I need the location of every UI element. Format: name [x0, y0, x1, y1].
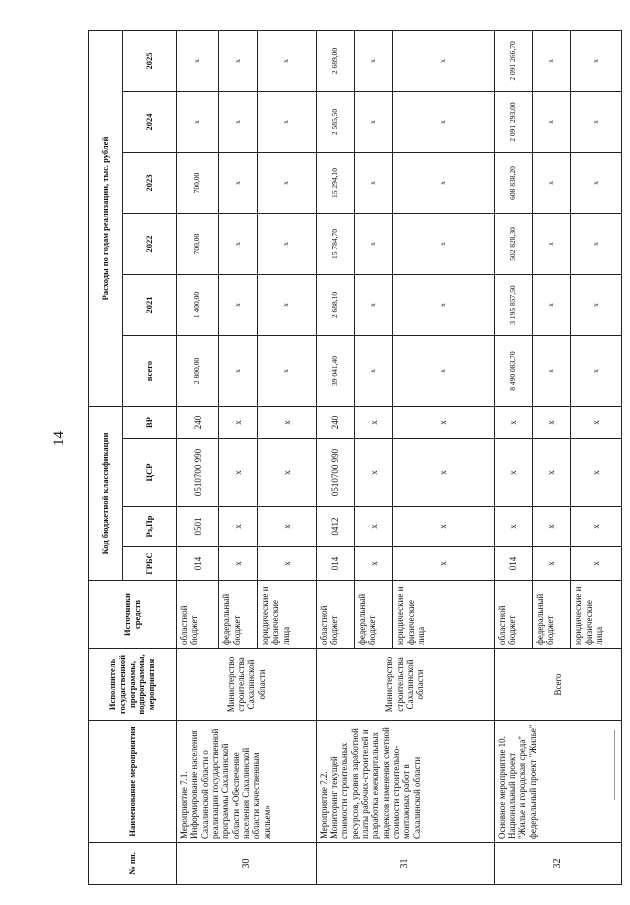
total-cell: х	[393, 336, 494, 407]
executor: Министерство строительства Сахалинской области	[177, 649, 317, 721]
year-2025-cell: х	[354, 30, 392, 91]
total-cell: 39 041,40	[316, 336, 354, 407]
year-2023-cell: х	[532, 153, 570, 214]
rzpr-cell: х	[571, 507, 622, 547]
rzpr-cell: х	[219, 507, 257, 547]
measure-name: Мероприятие 7.2. Мониторинг текущей стоимости строительных ресурсов, уровня заработной платы рабочих-строителей и разработка ежеквартальных индексов изменения сметной стоимости строительно-монтажных работ в Сахалинской области	[316, 721, 494, 843]
grbs-cell: 014	[494, 547, 532, 581]
header-total: всего	[123, 336, 177, 407]
header-year-2022: 2022	[123, 214, 177, 275]
csr-cell: х	[219, 439, 257, 507]
year-2023-cell: х	[219, 153, 257, 214]
rzpr-cell: х	[393, 507, 494, 547]
year-2025-cell: х	[177, 30, 219, 91]
year-2023-cell: 700,00	[177, 153, 219, 214]
vr-cell: х	[393, 407, 494, 439]
year-2025-cell: х	[257, 30, 316, 91]
year-2021-cell: 2 688,10	[316, 275, 354, 336]
vr-cell: х	[532, 407, 570, 439]
year-2022-cell: х	[257, 214, 316, 275]
measure-name: Мероприятие 7.1. Информирование населения Сахалинской области о реализации государственной программы Сахалинской области «Обеспечение населения Сахалинской области качественным жильем»	[177, 721, 317, 843]
header-year-2025: 2025	[123, 30, 177, 91]
year-2021-cell: 1 400,00	[177, 275, 219, 336]
row-number: 31	[316, 843, 494, 885]
rzpr-cell: 0501	[177, 507, 219, 547]
total-cell: х	[354, 336, 392, 407]
measure-name: Основное мероприятие 10. Национальный проект "Жилье и городская среда" федеральный проект "Жилье"	[494, 721, 621, 843]
year-2025-cell: 2 091 266,70	[494, 30, 532, 91]
year-2025-cell: х	[219, 30, 257, 91]
header-name: Наименование мероприятия	[89, 721, 177, 843]
header-executor: Исполнитель госудаственной программы, подпрограммы, мероприятия	[89, 649, 177, 721]
year-2023-cell: х	[393, 153, 494, 214]
year-2021-cell: х	[393, 275, 494, 336]
page-number: 14	[51, 431, 67, 446]
funding-source: областной бюджет	[177, 581, 219, 649]
year-2022-cell: 502 828,30	[494, 214, 532, 275]
rzpr-cell: х	[494, 507, 532, 547]
header-kbk: Код бюджетной классификации	[89, 407, 123, 581]
header-csr: ЦСР	[123, 439, 177, 507]
header-year-2023: 2023	[123, 153, 177, 214]
year-2024-cell: х	[219, 92, 257, 153]
expenses-table	[88, 30, 622, 885]
grbs-cell: х	[219, 547, 257, 581]
year-2023-cell: 608 838,20	[494, 153, 532, 214]
year-2024-cell: х	[257, 92, 316, 153]
year-2022-cell: х	[532, 214, 570, 275]
rzpr-cell: 0412	[316, 507, 354, 547]
funding-source: федеральный бюджет	[354, 581, 392, 649]
vr-cell: х	[257, 407, 316, 439]
year-2024-cell: 2 585,50	[316, 92, 354, 153]
year-2021-cell: х	[532, 275, 570, 336]
total-cell: х	[532, 336, 570, 407]
vr-cell: 240	[316, 407, 354, 439]
year-2024-cell: х	[177, 92, 219, 153]
year-2024-cell: 2 091 293,00	[494, 92, 532, 153]
funding-source: федеральный бюджет	[219, 581, 257, 649]
header-rzpr: Рз,Пр	[123, 507, 177, 547]
total-cell: х	[257, 336, 316, 407]
year-2021-cell: х	[354, 275, 392, 336]
table-row	[494, 30, 532, 884]
year-2023-cell: х	[354, 153, 392, 214]
grbs-cell: х	[532, 547, 570, 581]
header-source: Источники средств	[89, 581, 177, 649]
total-cell: 2 800,00	[177, 336, 219, 407]
year-2022-cell: х	[393, 214, 494, 275]
year-2021-cell: х	[219, 275, 257, 336]
year-2022-cell: х	[219, 214, 257, 275]
funding-source: юридические и физические лица	[571, 581, 622, 649]
year-2024-cell: х	[393, 92, 494, 153]
header-vr: ВР	[123, 407, 177, 439]
row-number: 32	[494, 843, 621, 885]
vr-cell: 240	[177, 407, 219, 439]
header-year-2021: 2021	[123, 275, 177, 336]
year-2023-cell: 15 294,10	[316, 153, 354, 214]
csr-cell: х	[354, 439, 392, 507]
total-cell: х	[571, 336, 622, 407]
grbs-cell: х	[393, 547, 494, 581]
year-2025-cell: х	[532, 30, 570, 91]
rzpr-cell: х	[354, 507, 392, 547]
year-2025-cell: х	[393, 30, 494, 91]
year-2024-cell: х	[354, 92, 392, 153]
year-2025-cell: х	[571, 30, 622, 91]
grbs-cell: х	[354, 547, 392, 581]
year-2022-cell: х	[571, 214, 622, 275]
year-2023-cell: х	[257, 153, 316, 214]
rotated-table-container	[88, 30, 622, 885]
table-row	[316, 30, 354, 884]
vr-cell: х	[219, 407, 257, 439]
year-2021-cell: х	[257, 275, 316, 336]
funding-source: юридические и физические лица	[393, 581, 494, 649]
grbs-cell: х	[571, 547, 622, 581]
year-2023-cell: х	[571, 153, 622, 214]
table-row	[177, 30, 219, 884]
grbs-cell: 014	[316, 547, 354, 581]
grbs-cell: 014	[177, 547, 219, 581]
csr-cell: х	[257, 439, 316, 507]
funding-source: федеральный бюджет	[532, 581, 570, 649]
year-2024-cell: х	[532, 92, 570, 153]
funding-source: юридические и физические лица	[257, 581, 316, 649]
funding-source: областной бюджет	[494, 581, 532, 649]
year-2025-cell: 2 689,00	[316, 30, 354, 91]
year-2021-cell: 3 195 857,50	[494, 275, 532, 336]
executor: Министерство строительства Сахалинской области	[316, 649, 494, 721]
total-cell: х	[219, 336, 257, 407]
vr-cell: х	[571, 407, 622, 439]
funding-source: областной бюджет	[316, 581, 354, 649]
year-2024-cell: х	[571, 92, 622, 153]
year-2022-cell: 700,00	[177, 214, 219, 275]
vr-cell: х	[354, 407, 392, 439]
header-num: № пп.	[89, 843, 177, 885]
csr-cell: х	[393, 439, 494, 507]
vr-cell: х	[494, 407, 532, 439]
grbs-cell: х	[257, 547, 316, 581]
csr-cell: х	[494, 439, 532, 507]
executor: Всего	[494, 649, 621, 721]
row-number: 30	[177, 843, 317, 885]
rzpr-cell: х	[532, 507, 570, 547]
total-cell: 8 490 083,70	[494, 336, 532, 407]
year-2022-cell: 15 784,70	[316, 214, 354, 275]
header-grbs: ГРБС	[123, 547, 177, 581]
rzpr-cell: х	[257, 507, 316, 547]
csr-cell: 0510700 990	[177, 439, 219, 507]
csr-cell: х	[532, 439, 570, 507]
year-2021-cell: х	[571, 275, 622, 336]
header-year-2024: 2024	[123, 92, 177, 153]
csr-cell: 0510700 990	[316, 439, 354, 507]
year-2022-cell: х	[354, 214, 392, 275]
header-expenses: Расходы по годам реализации, тыс. рублей	[89, 30, 123, 406]
csr-cell: х	[571, 439, 622, 507]
